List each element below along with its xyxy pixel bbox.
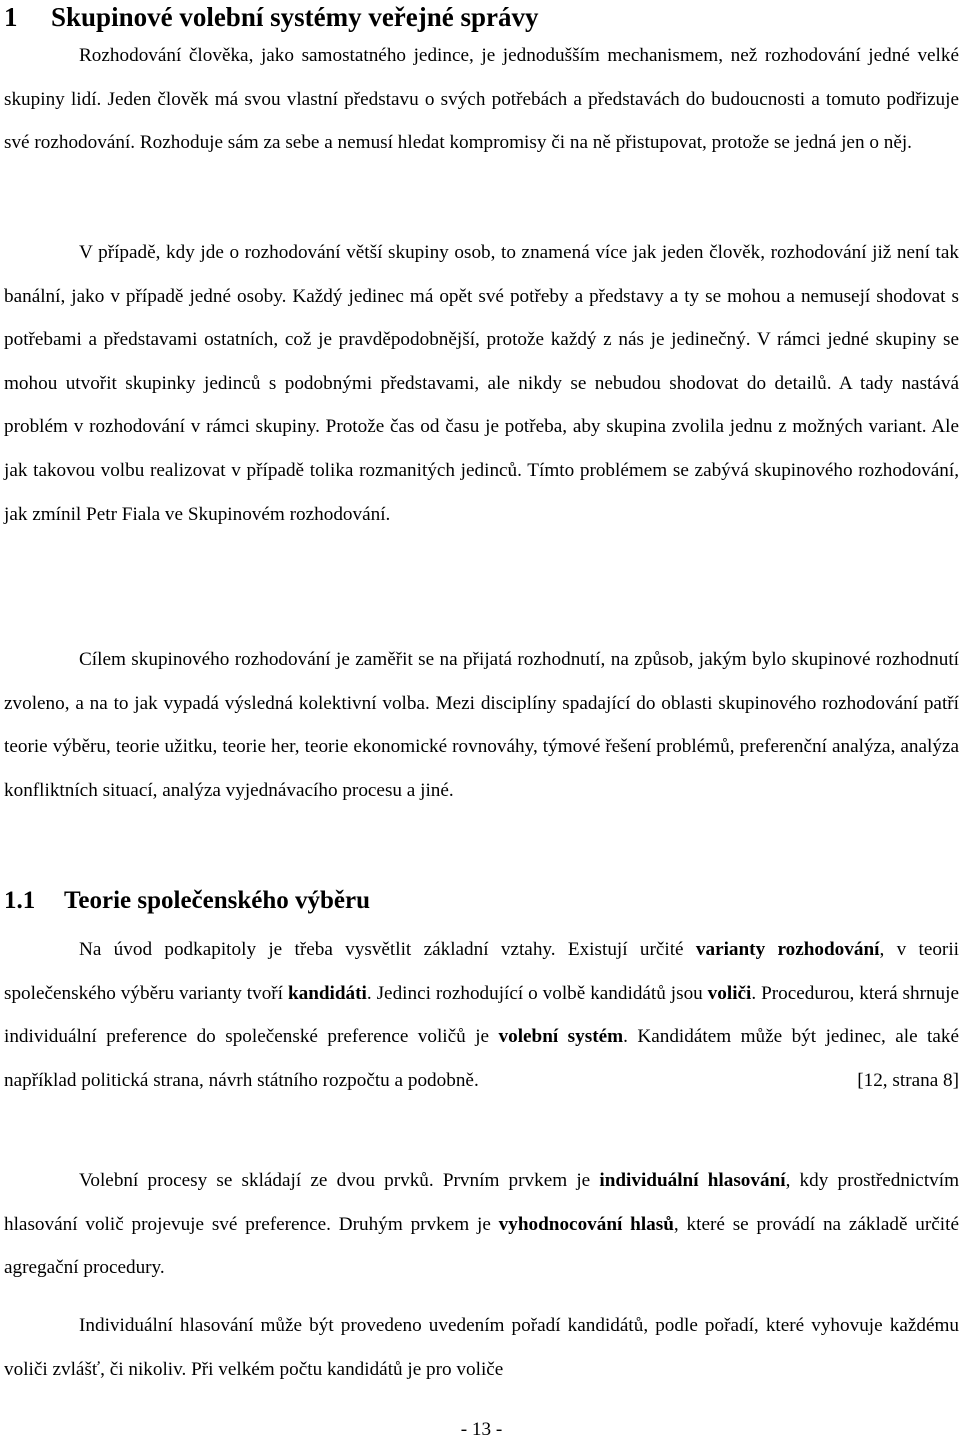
text-span: , kdy prostřednictvím hlasování volič projevuje své preference. Druhým prvkem je <box>4 1170 960 1235</box>
text-span: . Procedurou, která shrnuje individuální preference do společenské preference voličů je <box>4 982 959 1048</box>
section-title: Skupinové volební systémy veřejné správy <box>51 2 539 32</box>
section-heading <box>4 2 539 32</box>
text-span: Na úvod podkapitoly je třeba vysvětlit základní vztahy. Existují určité <box>79 939 696 960</box>
page-number: - 13 - <box>460 1419 503 1440</box>
text-span: . Kandidátem může být jedinec, ale také například politická strana, návrh státního rozpočtu a podobně. <box>4 1026 960 1091</box>
subsection-title: Teorie společenského výběru <box>64 887 371 914</box>
term-kandidati: kandidáti <box>287 982 367 1004</box>
text-span: , které se provádí na základě určité agregační procedury. <box>4 1213 959 1279</box>
text-span: . Jedinci rozhodující o volbě kandidátů jsou <box>366 982 708 1004</box>
text-span: , v teorii společenského výběru varianty tvoří <box>4 939 959 1004</box>
paragraph-basic-terms <box>4 928 959 1102</box>
paragraph-goal: Cílem skupinového rozhodování je zaměřit se na přijatá rozhodnutí, na způsob, jakým bylo skupinové rozhodnutí zvoleno, a na to jak vypadá výsledná kolektivní volba. Mezi disciplíny spadající do oblasti skupinového rozhodování patří teorie výběru, teorie užitku, teorie her, teorie ekonomické rovnováhy, týmové řešení problémů, preferenční analýza, analýza konfliktních situací, analýza vyjednávacího procesu a jiné. <box>4 649 959 801</box>
paragraph-group-decision: V případě, kdy jde o rozhodování větší skupiny osob, to znamená více jak jeden člověk, rozhodování již není tak banální, jako v případě jedné osoby. Každý jedinec má opět své potřeby a představy a ty se mohou a nemusejí shodovat s potřebami a představami ostatních, což je pravděpodobnější, protože každý z nás je jedinečný. V rámci jedné skupiny se mohou utvořit skupinky jedinců s podobnými představami, ale nikdy se nebudou shodovat do detailů. A tady nastává problém v rozhodování v rámci skupiny. Protože čas od času je potřeba, aby skupina zvolila jednu z možných variant. Ale jak takovou volbu realizovat v případě tolika rozmanitých jedinců. Tímto problémem se zabývá skupinového rozhodování, jak zmínil Petr Fiala ve Skupinovém rozhodování. <box>4 242 959 525</box>
term-individualni-hlasovani: individuální hlasování <box>599 1170 786 1191</box>
citation-reference: [12, strana 8] <box>857 1069 959 1091</box>
paragraph-individual-voting: Individuální hlasování může být provedeno uvedením pořadí kandidátů, podle pořadí, které vyhovuje každému voliči zvlášť, či nikoliv. Při velkém počtu kandidátů je pro voliče <box>4 1315 959 1380</box>
paragraph-voting-process <box>4 1159 959 1290</box>
section-number: 1 <box>4 2 18 32</box>
subsection-heading <box>4 886 370 916</box>
subsection-number: 1.1 <box>4 887 36 914</box>
text-span: Volební procesy se skládají ze dvou prvků. Prvním prvkem je <box>79 1170 600 1191</box>
term-volici: voliči <box>707 982 752 1004</box>
term-varianty: varianty rozhodování <box>695 939 880 960</box>
term-vyhodnocovani-hlasu: vyhodnocování hlasů <box>498 1213 674 1235</box>
term-volebni-system: volební systém <box>498 1026 624 1048</box>
paragraph-intro: Rozhodování člověka, jako samostatného jedince, je jednodušším mechanismem, než rozhodování jedné velké skupiny lidí. Jeden člověk má svou vlastní představu o svých potřebách a představách do budoucnosti a tomuto podřizuje své rozhodování. Rozhoduje sám za sebe a nemusí hledat kompromisy či na ně přistupovat, protože se jedná jen o něj. <box>4 45 959 154</box>
